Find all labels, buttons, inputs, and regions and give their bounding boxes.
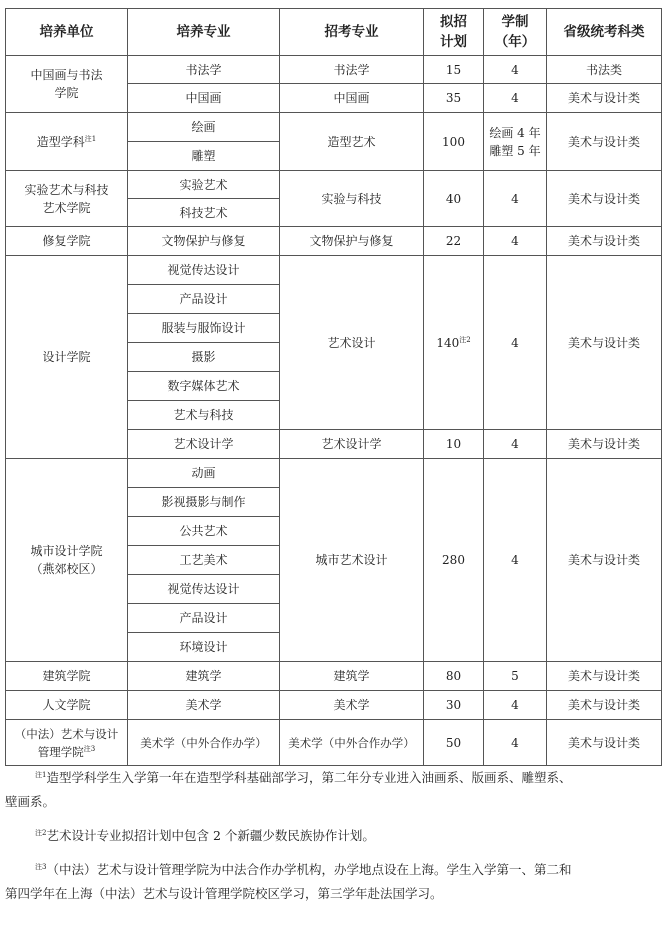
header-provincial: 省级统考科类 (547, 9, 662, 56)
exam-cell: 艺术设计学 (280, 430, 424, 459)
unit-cell: （中法）艺术与设计 管理学院$^{注3}$ (6, 720, 128, 766)
admission-plan-table (5, 8, 662, 766)
major-cell: 书法学 (128, 56, 280, 84)
major-cell: 服装与服饰设计 (128, 314, 280, 343)
header-unit: 培养单位 (6, 9, 128, 56)
table-row (6, 256, 662, 285)
major-cell: 产品设计 (128, 285, 280, 314)
years-cell: 4 (484, 459, 547, 662)
major-cell: 环境设计 (128, 633, 280, 662)
major-cell: 影视摄影与制作 (128, 488, 280, 517)
unit-cell: 中国画与书法 学院 (6, 56, 128, 113)
exam-cell: 城市艺术设计 (280, 459, 424, 662)
exam-cell: 艺术设计 (280, 256, 424, 430)
major-cell: 建筑学 (128, 662, 280, 691)
major-cell: 艺术与科技 (128, 401, 280, 430)
years-cell: 4 (484, 720, 547, 766)
exam-cell: 美术学 (280, 691, 424, 720)
header-major: 培养专业 (128, 9, 280, 56)
plan-cell: 80 (424, 662, 484, 691)
exam-cell: 文物保护与修复 (280, 227, 424, 256)
plan-cell: 10 (424, 430, 484, 459)
plan-cell: 40 (424, 171, 484, 227)
table-row (6, 171, 662, 199)
unit-cell: 设计学院 (6, 256, 128, 459)
major-cell: 科技艺术 (128, 199, 280, 227)
category-cell: 美术与设计类 (547, 227, 662, 256)
note-marker: 注1 (84, 134, 97, 143)
years-cell: 绘画 4 年 雕塑 5 年 (484, 113, 547, 171)
major-cell: 实验艺术 (128, 171, 280, 199)
plan-cell: 35 (424, 84, 484, 113)
major-cell: 数字媒体艺术 (128, 372, 280, 401)
exam-cell: 实验与科技 (280, 171, 424, 227)
note-marker: 注1 (35, 770, 47, 779)
plan-cell: 100 (424, 113, 484, 171)
major-cell: 视觉传达设计 (128, 256, 280, 285)
plan-cell: 50 (424, 720, 484, 766)
years-cell: 4 (484, 171, 547, 227)
unit-cell: 城市设计学院 （燕郊校区） (6, 459, 128, 662)
header-exam-major: 招考专业 (280, 9, 424, 56)
note-marker: 注2 (459, 335, 471, 344)
category-cell: 美术与设计类 (547, 113, 662, 171)
exam-cell: 建筑学 (280, 662, 424, 691)
table-row (6, 113, 662, 142)
table-row (6, 720, 662, 766)
footnote-3-cont: 第四学年在上海（中法）艺术与设计管理学院校区学习，第三学年赴法国学习。 (5, 886, 443, 901)
exam-cell: 中国画 (280, 84, 424, 113)
footnote-1-cont: 壁画系。 (5, 794, 56, 809)
footnote-1: $^{注1}$造型学科学生入学第一年在造型学科基础部学习，第二年分专业进入油画系、版画系、雕塑系、 (35, 770, 572, 785)
major-cell: 视觉传达设计 (128, 575, 280, 604)
category-cell: 书法类 (547, 56, 662, 84)
major-cell: 摄影 (128, 343, 280, 372)
years-cell: 4 (484, 430, 547, 459)
major-cell: 公共艺术 (128, 517, 280, 546)
major-cell: 工艺美术 (128, 546, 280, 575)
table-row (6, 662, 662, 691)
exam-cell: 美术学（中外合作办学） (280, 720, 424, 766)
years-cell: 4 (484, 84, 547, 113)
note-marker: 注3 (35, 862, 47, 871)
plan-cell: 30 (424, 691, 484, 720)
plan-cell: 140$^{注2}$ (424, 256, 484, 430)
note-marker: 注2 (35, 828, 47, 837)
note-marker: 注3 (83, 744, 96, 753)
major-cell: 动画 (128, 459, 280, 488)
unit-cell: 实验艺术与科技 艺术学院 (6, 171, 128, 227)
category-cell: 美术与设计类 (547, 84, 662, 113)
exam-cell: 造型艺术 (280, 113, 424, 171)
unit-cell: 人文学院 (6, 691, 128, 720)
years-cell: 4 (484, 56, 547, 84)
major-cell: 美术学（中外合作办学） (128, 720, 280, 766)
category-cell: 美术与设计类 (547, 430, 662, 459)
unit-cell: 造型学科$^{注1}$ (6, 113, 128, 171)
major-cell: 文物保护与修复 (128, 227, 280, 256)
years-cell: 4 (484, 227, 547, 256)
category-cell: 美术与设计类 (547, 459, 662, 662)
category-cell: 美术与设计类 (547, 691, 662, 720)
table-row (6, 459, 662, 488)
category-cell: 美术与设计类 (547, 256, 662, 430)
years-cell: 4 (484, 256, 547, 430)
plan-cell: 280 (424, 459, 484, 662)
table-row (6, 56, 662, 84)
header-years: 学制 （年） (484, 9, 547, 56)
plan-cell: 15 (424, 56, 484, 84)
major-cell: 绘画 (128, 113, 280, 142)
plan-cell: 22 (424, 227, 484, 256)
header-plan: 拟招 计划 (424, 9, 484, 56)
major-cell: 产品设计 (128, 604, 280, 633)
major-cell: 艺术设计学 (128, 430, 280, 459)
footnote-2: $^{注2}$艺术设计专业拟招计划中包含 2 个新疆少数民族协作计划。 (35, 828, 375, 843)
years-cell: 5 (484, 662, 547, 691)
exam-cell: 书法学 (280, 56, 424, 84)
table-row (6, 227, 662, 256)
table-row (6, 691, 662, 720)
footnotes (5, 766, 665, 906)
category-cell: 美术与设计类 (547, 662, 662, 691)
years-cell: 4 (484, 691, 547, 720)
unit-cell: 修复学院 (6, 227, 128, 256)
major-cell: 美术学 (128, 691, 280, 720)
unit-cell: 建筑学院 (6, 662, 128, 691)
footnote-3: $^{注3}$（中法）艺术与设计管理学院为中法合作办学机构，办学地点设在上海。学生入学第一、第二和 (35, 862, 572, 877)
category-cell: 美术与设计类 (547, 171, 662, 227)
table-header-row (6, 9, 662, 56)
category-cell: 美术与设计类 (547, 720, 662, 766)
major-cell: 雕塑 (128, 142, 280, 171)
major-cell: 中国画 (128, 84, 280, 113)
